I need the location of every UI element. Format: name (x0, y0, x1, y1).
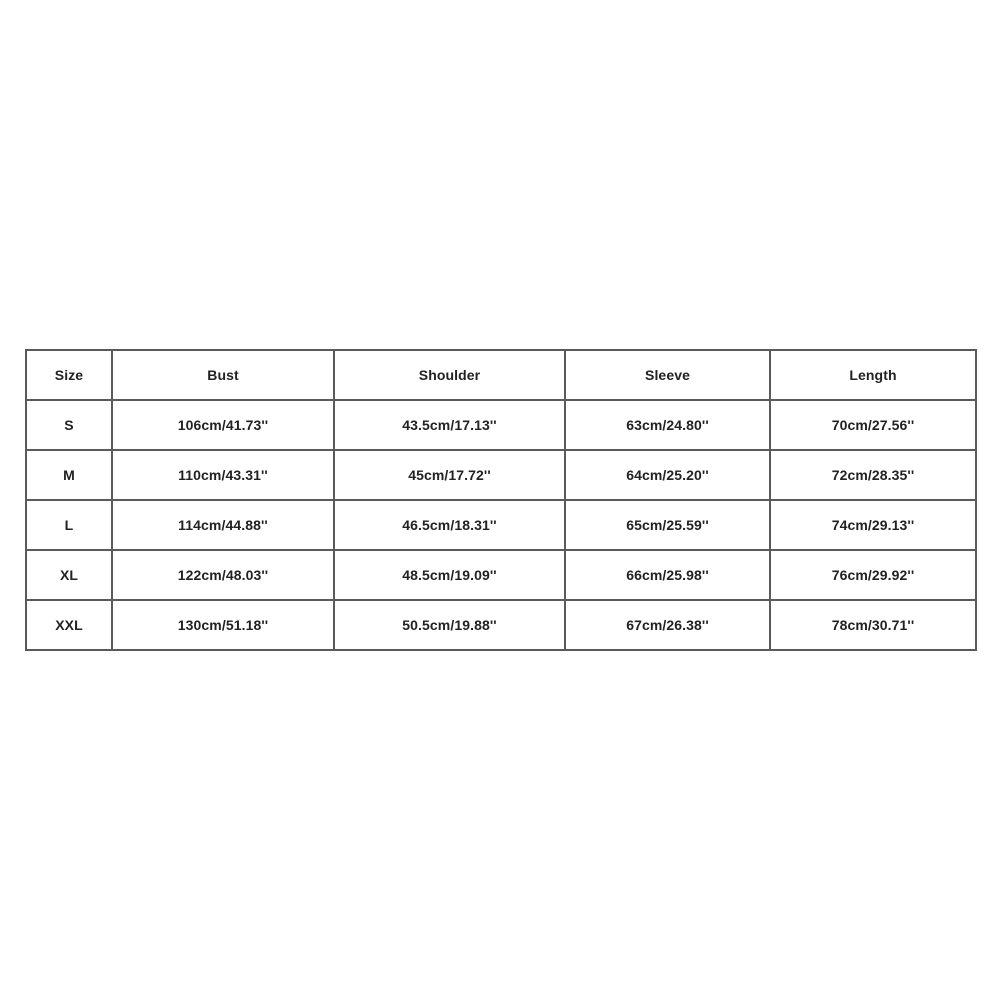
cell-shoulder: 50.5cm/19.88'' (334, 600, 565, 650)
table-row (26, 400, 976, 450)
table-row (26, 600, 976, 650)
cell-size: L (26, 500, 112, 550)
cell-shoulder: 45cm/17.72'' (334, 450, 565, 500)
cell-size: XXL (26, 600, 112, 650)
header-sleeve: Sleeve (565, 350, 770, 400)
cell-length: 78cm/30.71'' (770, 600, 976, 650)
cell-bust: 122cm/48.03'' (112, 550, 334, 600)
cell-sleeve: 66cm/25.98'' (565, 550, 770, 600)
cell-bust: 114cm/44.88'' (112, 500, 334, 550)
header-size: Size (26, 350, 112, 400)
table-row (26, 550, 976, 600)
table-row (26, 450, 976, 500)
cell-length: 72cm/28.35'' (770, 450, 976, 500)
size-chart-table (25, 349, 977, 651)
header-length: Length (770, 350, 976, 400)
cell-shoulder: 48.5cm/19.09'' (334, 550, 565, 600)
header-shoulder: Shoulder (334, 350, 565, 400)
cell-bust: 106cm/41.73'' (112, 400, 334, 450)
cell-length: 74cm/29.13'' (770, 500, 976, 550)
cell-length: 70cm/27.56'' (770, 400, 976, 450)
cell-sleeve: 67cm/26.38'' (565, 600, 770, 650)
cell-shoulder: 43.5cm/17.13'' (334, 400, 565, 450)
header-row (26, 350, 976, 400)
cell-size: M (26, 450, 112, 500)
cell-length: 76cm/29.92'' (770, 550, 976, 600)
cell-size: S (26, 400, 112, 450)
cell-sleeve: 64cm/25.20'' (565, 450, 770, 500)
table-row (26, 500, 976, 550)
cell-sleeve: 65cm/25.59'' (565, 500, 770, 550)
cell-sleeve: 63cm/24.80'' (565, 400, 770, 450)
cell-size: XL (26, 550, 112, 600)
cell-bust: 110cm/43.31'' (112, 450, 334, 500)
cell-bust: 130cm/51.18'' (112, 600, 334, 650)
cell-shoulder: 46.5cm/18.31'' (334, 500, 565, 550)
header-bust: Bust (112, 350, 334, 400)
